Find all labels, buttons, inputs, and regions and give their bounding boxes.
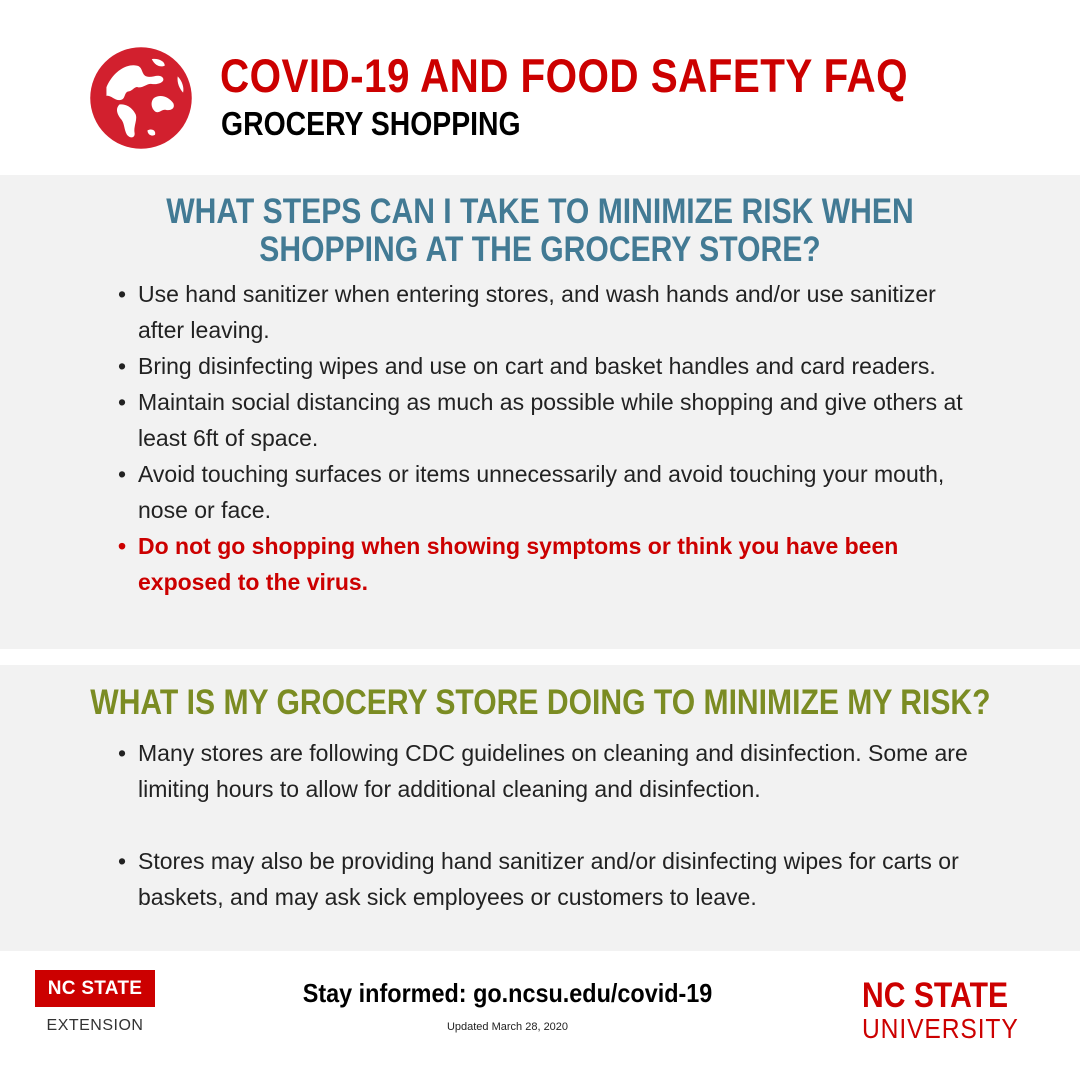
list-item: • Use hand sanitizer when entering stores, and wash hands and/or use sanitizer after leaving. bbox=[118, 276, 968, 348]
list-item: • Bring disinfecting wipes and use on cart and basket handles and card readers. bbox=[118, 348, 968, 384]
list-item: • Avoid touching surfaces or items unnecessarily and avoid touching your mouth, nose or face. bbox=[118, 456, 968, 528]
extension-logo-top: NC STATE bbox=[35, 970, 155, 1007]
store-list bbox=[118, 735, 988, 915]
university-logo-line2: UNIVERSITY bbox=[862, 1013, 1019, 1044]
list-item: • Many stores are following CDC guidelines on cleaning and disinfection. Some are limiting hours to allow for additional cleaning and disinfection. bbox=[118, 735, 988, 807]
steps-question-line2: SHOPPING AT THE GROCERY STORE? bbox=[259, 230, 821, 269]
list-item: • Maintain social distancing as much as possible while shopping and give others at least 6ft of space. bbox=[118, 384, 968, 456]
warning-item: • Do not go shopping when showing symptoms or think you have been exposed to the virus. bbox=[118, 528, 968, 600]
steps-question-line1: WHAT STEPS CAN I TAKE TO MINIMIZE RISK WHEN bbox=[166, 192, 914, 231]
list-item: • Stores may also be providing hand sanitizer and/or disinfecting wipes for carts or baskets, and may ask sick employees or customers to leave. bbox=[118, 843, 988, 915]
extension-logo-bottom: EXTENSION bbox=[46, 1017, 144, 1034]
page-subtitle: GROCERY SHOPPING bbox=[221, 105, 521, 142]
steps-list bbox=[118, 276, 968, 600]
store-question-text: WHAT IS MY GROCERY STORE DOING TO MINIMIZE MY RISK? bbox=[89, 683, 991, 722]
header bbox=[0, 0, 1080, 175]
store-question bbox=[0, 683, 1080, 723]
steps-question bbox=[0, 193, 1080, 269]
page-title: COVID-19 AND FOOD SAFETY FAQ bbox=[220, 49, 909, 102]
university-logo-line1: NC STATE bbox=[862, 976, 1009, 1015]
globe-icon bbox=[87, 44, 195, 152]
stay-informed-text: Stay informed: go.ncsu.edu/covid-19 bbox=[302, 978, 713, 1008]
updated-date: Updated March 28, 2020 bbox=[446, 1021, 569, 1033]
nc-state-university-logo bbox=[862, 978, 1032, 1044]
